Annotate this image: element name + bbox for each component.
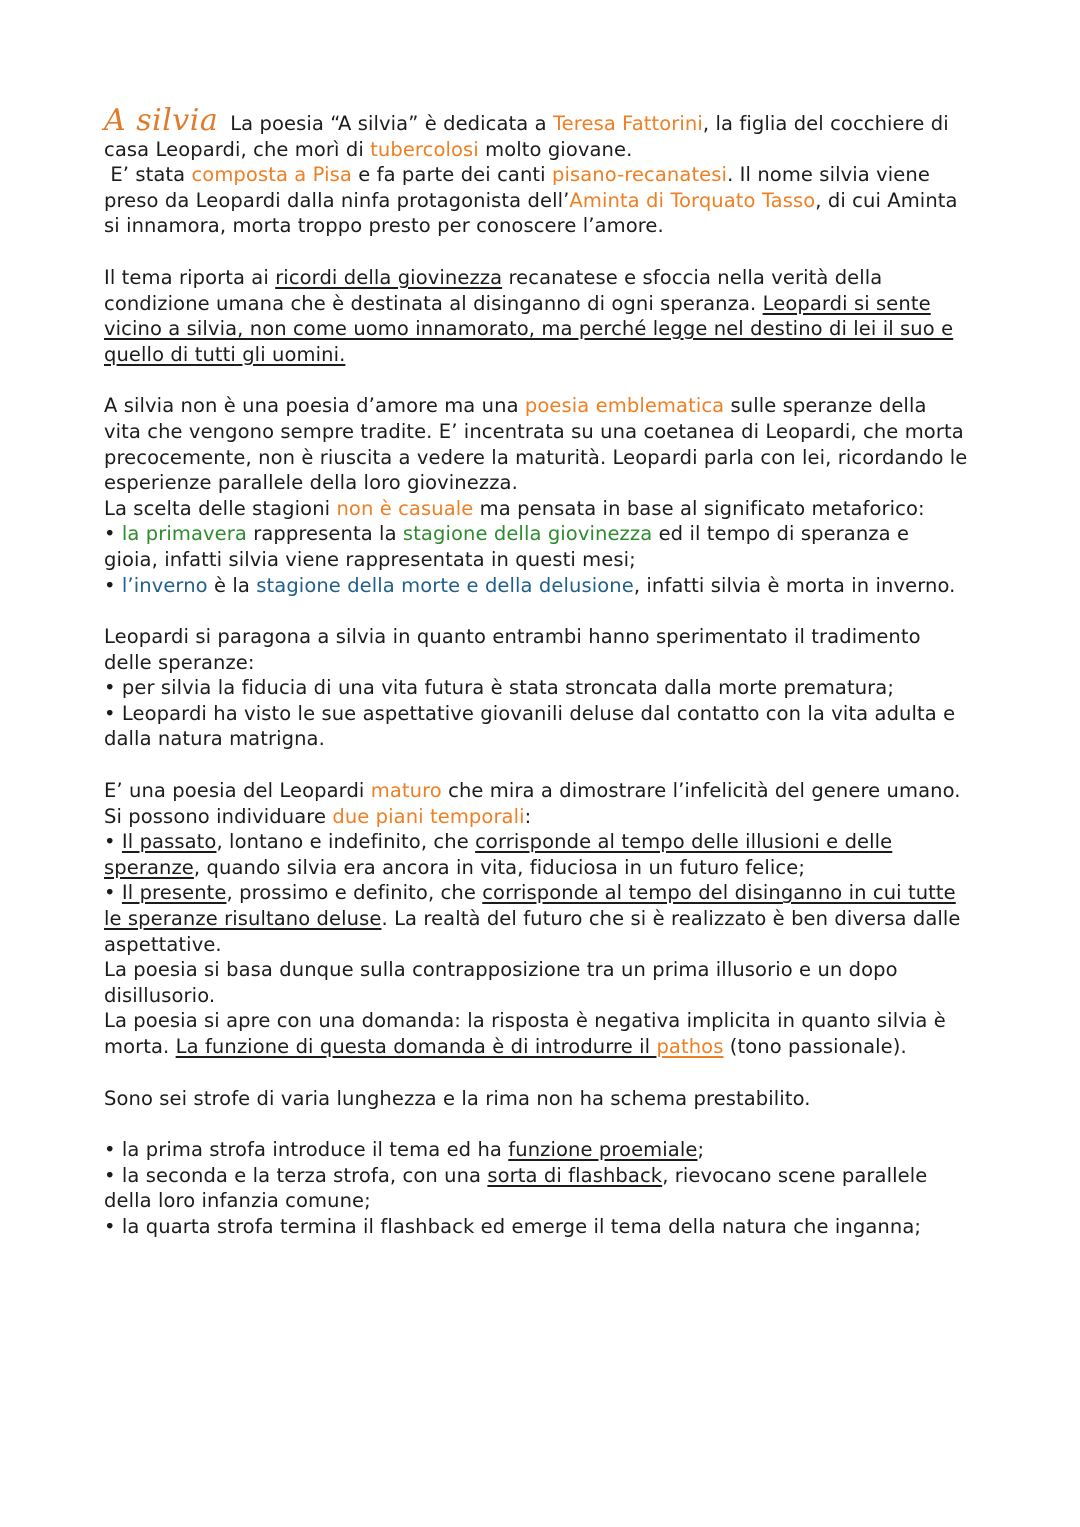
- highlight-text: composta a Pisa: [191, 163, 352, 187]
- underlined-text: corrisponde al tempo del disinganno in cui tutte le speranze risultano deluse: [104, 881, 956, 931]
- text: ma pensata in base al significato metaforico:: [473, 496, 925, 520]
- text: E’ una poesia del Leopardi: [104, 779, 371, 803]
- list-item: [104, 1137, 968, 1163]
- text: :: [524, 804, 532, 828]
- text: , la figlia del cocchiere di casa Leopardi, che morì di: [104, 112, 949, 161]
- green-text: stagione della giovinezza: [402, 522, 653, 546]
- text: Il tema riporta ai: [104, 265, 276, 289]
- underlined-text: funzione proemiale: [508, 1138, 698, 1162]
- underlined-text: corrisponde al tempo delle illusioni e delle speranze: [104, 830, 893, 879]
- list-item: [104, 1163, 968, 1214]
- list-item: [104, 521, 968, 572]
- text: è la: [207, 573, 257, 597]
- underlined-text: Il presente: [121, 881, 227, 905]
- text: ;: [697, 1138, 705, 1162]
- underlined-text: ricordi della giovinezza: [275, 265, 503, 289]
- highlight-text: pisano-recanatesi: [551, 163, 728, 187]
- text: la seconda e la terza strofa, con una: [121, 1163, 488, 1187]
- underlined-text: sorta di flashback: [487, 1163, 663, 1187]
- text: La poesia “A silvia” è dedicata a: [230, 112, 553, 135]
- text: A silvia non è una poesia d’amore ma una: [104, 394, 525, 418]
- paragraph-theme: [104, 265, 968, 367]
- paragraph-structure: [104, 1086, 968, 1112]
- paragraph-seasons: [104, 393, 968, 598]
- highlight-text: pathos: [656, 1035, 724, 1058]
- green-text: la primavera: [121, 522, 247, 546]
- text: , prossimo e definito, che: [226, 881, 483, 905]
- underlined-text: Leopardi si sente vicino a silvia, non come uomo innamorato, ma perché legge nel destino di lei il suo e quello di tutti gli uomini.: [104, 291, 954, 366]
- text: ed il tempo di speranza e gioia, infatti silvia viene rappresentata in questi mesi;: [104, 522, 910, 571]
- line: [104, 162, 968, 239]
- text: , di cui Aminta si innamora, morta troppo presto per conoscere l’amore.: [104, 188, 958, 238]
- list-item: • la quarta strofa termina il flashback ed emerge il tema della natura che inganna;: [104, 1214, 968, 1240]
- highlight-text: tubercolosi: [370, 137, 479, 161]
- underlined-text: Il passato: [121, 830, 217, 854]
- text: che mira a dimostrare l’infelicità del genere umano. Si possono individuare: [104, 779, 961, 828]
- list-item: [104, 573, 968, 599]
- text: e fa parte dei canti: [351, 163, 552, 187]
- line: La poesia si basa dunque sulla contrapposizione tra un prima illusorio e un dopo disillusorio.: [104, 958, 898, 1007]
- list-item: • Leopardi ha visto le sue aspettative giovanili deluse dal contatto con la vita adulta e dalla natura matrigna.: [104, 701, 968, 752]
- paragraph-comparison: [104, 624, 968, 752]
- text: . La realtà del futuro che si è realizzato è ben diversa dalle aspettative.: [104, 907, 961, 956]
- list-item: • per silvia la fiducia di una vita futura è stata stroncata dalla morte prematura;: [104, 675, 968, 701]
- list-item: [104, 880, 968, 957]
- text: rappresenta la: [246, 522, 403, 546]
- text: (tono passionale).: [723, 1035, 907, 1058]
- text: La poesia si apre con una domanda: la risposta è negativa implicita in quanto silvia è morta.: [104, 1009, 946, 1058]
- blue-text: stagione della morte e della delusione: [256, 573, 634, 597]
- text: , quando silvia era ancora in vita, fiduciosa in un futuro felice;: [193, 855, 805, 879]
- text: , infatti silvia è morta in inverno.: [633, 573, 956, 597]
- highlight-text: due piani temporali: [332, 804, 525, 828]
- blue-text: l’inverno: [121, 573, 208, 597]
- list-item: [104, 829, 968, 880]
- text: , lontano e indefinito, che: [216, 830, 476, 854]
- text: , rievocano scene parallele della loro infanzia comune;: [104, 1163, 928, 1213]
- text: recanatese e sfoccia nella verità della condizione umana che è destinata al disinganno di ogni speranza.: [104, 265, 883, 315]
- text: . Il nome silvia viene preso da Leopardi dalla ninfa protagonista dell’: [104, 163, 930, 212]
- text: la prima strofa introduce il tema ed ha: [121, 1138, 509, 1162]
- paragraph-strophes: [104, 1137, 968, 1239]
- highlight-text: Teresa Fattorini: [552, 112, 703, 135]
- text: Sono sei strofe di varia lunghezza e la rima non ha schema prestabilito.: [104, 1086, 811, 1110]
- paragraph-intro: [104, 103, 968, 239]
- text: sulle speranze della vita che vengono sempre tradite. E’ incentrata su una coetanea di Leopardi, che morta precocemente, non è riuscita a vedere la maturità. Leopardi parla con lei, ricordando le esperienze parallele della loro giovinezza.: [104, 394, 968, 495]
- highlight-text: Aminta di Torquato Tasso: [569, 188, 816, 212]
- text: molto giovane.: [478, 137, 633, 161]
- paragraph-time-planes: [104, 778, 968, 1060]
- highlight-text: poesia emblematica: [524, 394, 725, 418]
- underlined-text: La funzione di questa domanda è di introdurre il: [175, 1035, 657, 1058]
- highlight-text: maturo: [370, 779, 442, 803]
- text: Leopardi si paragona a silvia in quanto entrambi hanno sperimentato il tradimento delle speranze:: [104, 625, 921, 674]
- text: E’ stata: [110, 163, 192, 187]
- line: [104, 1008, 968, 1059]
- highlight-text: non è casuale: [336, 496, 474, 520]
- text: La scelta delle stagioni: [104, 496, 337, 520]
- page-title: A silvia: [104, 103, 219, 138]
- line: [104, 496, 968, 522]
